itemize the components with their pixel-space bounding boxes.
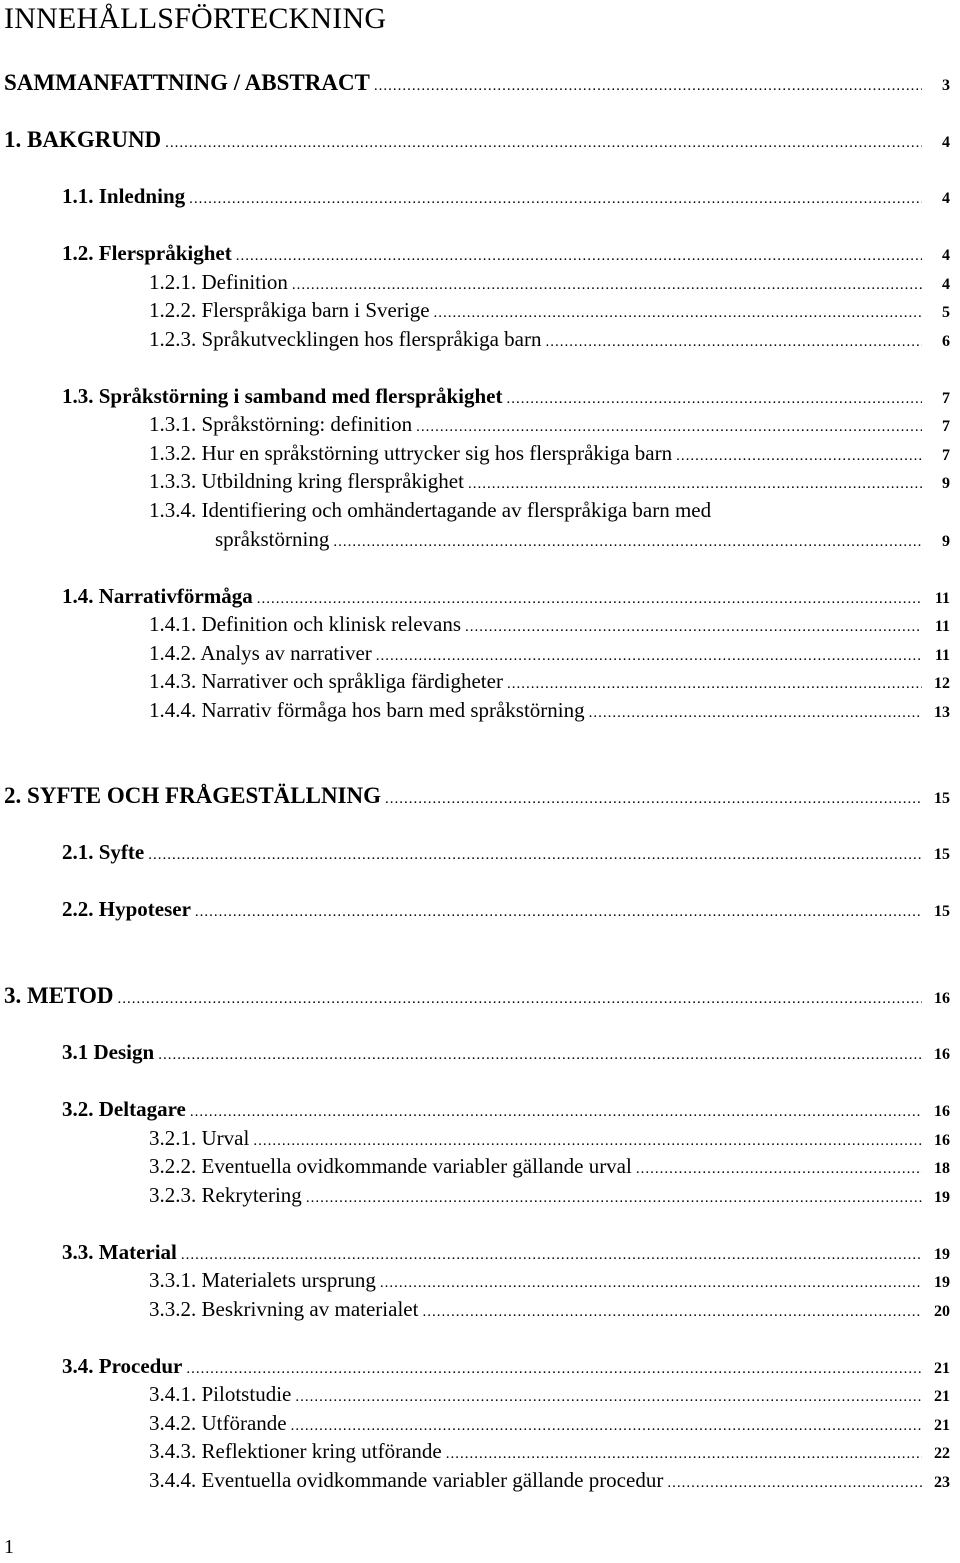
toc-entry[interactable] bbox=[149, 1439, 950, 1464]
toc-dot-leader bbox=[507, 676, 922, 693]
toc-dot-leader bbox=[545, 334, 922, 351]
toc-dot-leader bbox=[376, 648, 922, 665]
toc-page-number: 20 bbox=[934, 1303, 950, 1320]
toc-page-number: 23 bbox=[934, 1474, 950, 1491]
toc-page-number: 5 bbox=[942, 304, 950, 321]
toc-dot-leader bbox=[506, 391, 922, 408]
toc-dot-leader bbox=[333, 534, 922, 551]
toc-entry-continuation[interactable] bbox=[215, 527, 950, 552]
toc-dot-leader bbox=[295, 1389, 922, 1406]
toc-page-number: 15 bbox=[934, 903, 950, 920]
toc-entry[interactable] bbox=[149, 1268, 950, 1293]
toc-entry-title: 1.2.1. Definition bbox=[149, 270, 288, 294]
toc-page-number: 7 bbox=[942, 447, 950, 464]
toc-entry-title: 3.3. Material bbox=[62, 1240, 177, 1264]
toc-dot-leader bbox=[465, 619, 922, 636]
toc-entry[interactable] bbox=[149, 698, 950, 723]
toc-entry-title: 3.3.2. Beskrivning av materialet bbox=[149, 1297, 419, 1321]
toc-page-number: 19 bbox=[934, 1189, 950, 1206]
page-title: INNEHÅLLSFÖRTECKNING bbox=[4, 2, 387, 35]
toc-entry-title: 3.4. Procedur bbox=[62, 1354, 183, 1378]
toc-entry[interactable] bbox=[62, 840, 950, 865]
toc-entry-title: 2.2. Hypoteser bbox=[62, 897, 191, 921]
toc-dot-leader bbox=[190, 1104, 922, 1121]
toc-entry-title: 1.2.3. Språkutvecklingen hos flerspråkiga barn bbox=[149, 327, 542, 351]
toc-entry[interactable] bbox=[62, 241, 950, 266]
toc-dot-leader bbox=[186, 1361, 922, 1378]
toc-page-number: 13 bbox=[934, 704, 950, 721]
toc-page-number: 11 bbox=[934, 647, 950, 664]
toc-entry[interactable] bbox=[4, 983, 950, 1009]
toc-entry[interactable] bbox=[149, 412, 950, 437]
toc-entry[interactable] bbox=[149, 1183, 950, 1208]
toc-page-number: 7 bbox=[942, 390, 950, 407]
toc-entry[interactable] bbox=[149, 669, 950, 694]
toc-dot-leader bbox=[257, 591, 922, 608]
toc-page-number: 22 bbox=[934, 1445, 950, 1462]
toc-dot-leader bbox=[291, 1418, 922, 1435]
toc-entry[interactable] bbox=[149, 1154, 950, 1179]
toc-entry-title: 1.4. Narrativförmåga bbox=[62, 584, 253, 608]
toc-entry-title: 3.2.1. Urval bbox=[149, 1126, 250, 1150]
toc-dot-leader bbox=[189, 191, 922, 208]
toc-dot-leader bbox=[446, 1446, 922, 1463]
toc-page-number: 4 bbox=[942, 247, 950, 264]
toc-dot-leader bbox=[148, 847, 922, 864]
toc-entry-title: 1. BAKGRUND bbox=[4, 127, 162, 152]
toc-dot-leader bbox=[380, 1275, 922, 1292]
toc-dot-leader bbox=[589, 705, 922, 722]
toc-dot-leader bbox=[165, 135, 922, 152]
toc-entry-title: 1.4.3. Narrativer och språkliga färdigheter bbox=[149, 669, 503, 693]
toc-entry[interactable] bbox=[62, 1040, 950, 1065]
toc-entry-title: 3.2.2. Eventuella ovidkommande variabler gällande urval bbox=[149, 1154, 632, 1178]
toc-page-number: 21 bbox=[934, 1360, 950, 1377]
toc-entry-title: 3.4.3. Reflektioner kring utförande bbox=[149, 1439, 442, 1463]
toc-entry[interactable] bbox=[149, 612, 950, 637]
toc-entry[interactable] bbox=[62, 1354, 950, 1379]
toc-page-number: 18 bbox=[934, 1160, 950, 1177]
toc-page-number: 6 bbox=[942, 333, 950, 350]
toc-entry-title: 1.4.4. Narrativ förmåga hos barn med språkstörning bbox=[149, 698, 585, 722]
toc-entry-title: 3.3.1. Materialets ursprung bbox=[149, 1268, 376, 1292]
toc-dot-leader bbox=[422, 1304, 922, 1321]
toc-dot-leader bbox=[117, 991, 922, 1008]
toc-entry-title: 3.1 Design bbox=[62, 1040, 155, 1064]
toc-page-number: 3 bbox=[942, 77, 950, 94]
toc-page-number: 4 bbox=[942, 190, 950, 207]
toc-entry-title: 1.4.2. Analys av narrativer bbox=[149, 641, 372, 665]
toc-entry[interactable] bbox=[62, 584, 950, 609]
page-number: 1 bbox=[4, 1536, 14, 1558]
toc-dot-leader bbox=[181, 1247, 922, 1264]
toc-entry[interactable] bbox=[149, 498, 950, 523]
toc-entry[interactable] bbox=[4, 127, 950, 153]
toc-page-number: 11 bbox=[934, 590, 950, 607]
toc-entry[interactable] bbox=[62, 897, 950, 922]
toc-entry-title: 3.4.1. Pilotstudie bbox=[149, 1382, 292, 1406]
toc-dot-leader bbox=[306, 1190, 922, 1207]
toc-dot-leader bbox=[253, 1133, 922, 1150]
toc-page-number: 19 bbox=[934, 1246, 950, 1263]
toc-dot-leader bbox=[676, 448, 922, 465]
toc-entry[interactable] bbox=[149, 1468, 950, 1493]
toc-entry-title: 1.3.3. Utbildning kring flerspråkighet bbox=[149, 469, 464, 493]
toc-entry-title: 3.2.3. Rekrytering bbox=[149, 1183, 302, 1207]
toc-entry-title: 3.4.2. Utförande bbox=[149, 1411, 287, 1435]
toc-entry-title: 1.3.1. Språkstörning: definition bbox=[149, 412, 413, 436]
toc-entry[interactable] bbox=[149, 270, 950, 295]
toc-page-number: 9 bbox=[942, 533, 950, 550]
toc-page-number: 15 bbox=[934, 790, 950, 807]
toc-dot-leader bbox=[374, 78, 922, 95]
toc-entry-title: 2.1. Syfte bbox=[62, 840, 145, 864]
toc-dot-leader bbox=[468, 476, 922, 493]
toc-page-number: 9 bbox=[942, 475, 950, 492]
toc-entry-title: 1.3. Språkstörning i samband med flerspråkighet bbox=[62, 384, 503, 408]
toc-entry-title: 3.4.4. Eventuella ovidkommande variabler gällande procedur bbox=[149, 1468, 664, 1492]
toc-page-number: 16 bbox=[934, 990, 950, 1007]
toc-dot-leader bbox=[416, 419, 922, 436]
toc-entry-title: 1.3.2. Hur en språkstörning uttrycker sig hos flerspråkiga barn bbox=[149, 441, 673, 465]
toc-page-number: 16 bbox=[934, 1103, 950, 1120]
toc-entry-title-continued: språkstörning bbox=[215, 527, 330, 551]
toc-entry[interactable] bbox=[149, 298, 950, 323]
toc-page-number: 11 bbox=[934, 618, 950, 635]
toc-entry-title: 1.1. Inledning bbox=[62, 184, 186, 208]
toc-page-number: 16 bbox=[934, 1046, 950, 1063]
toc-entry[interactable] bbox=[149, 1126, 950, 1151]
toc-entry-title: 1.2.2. Flerspråkiga barn i Sverige bbox=[149, 298, 430, 322]
toc-dot-leader bbox=[195, 904, 922, 921]
toc-dot-leader bbox=[385, 791, 922, 808]
toc-page-number: 4 bbox=[942, 134, 950, 151]
toc-dot-leader bbox=[158, 1047, 922, 1064]
toc-entry[interactable] bbox=[149, 327, 950, 352]
toc-entry-title: SAMMANFATTNING / ABSTRACT bbox=[4, 70, 370, 95]
toc-entry-title: 3.2. Deltagare bbox=[62, 1097, 186, 1121]
toc-entry-title: 1.4.1. Definition och klinisk relevans bbox=[149, 612, 462, 636]
toc-entry[interactable] bbox=[62, 384, 950, 409]
toc-dot-leader bbox=[292, 277, 922, 294]
toc-entry[interactable] bbox=[149, 1297, 950, 1322]
toc-page-number: 12 bbox=[934, 675, 950, 692]
toc-entry-title: 2. SYFTE OCH FRÅGESTÄLLNING bbox=[4, 783, 382, 808]
toc-dot-leader bbox=[434, 305, 922, 322]
toc-page-number: 21 bbox=[934, 1417, 950, 1434]
toc-entry[interactable] bbox=[149, 1382, 950, 1407]
toc-entry[interactable] bbox=[4, 70, 950, 96]
toc-entry[interactable] bbox=[149, 1411, 950, 1436]
toc-page-number: 4 bbox=[942, 276, 950, 293]
toc-entry[interactable] bbox=[149, 641, 950, 666]
toc-page-number: 15 bbox=[934, 846, 950, 863]
toc-page-number: 19 bbox=[934, 1274, 950, 1291]
toc-entry[interactable] bbox=[62, 1240, 950, 1265]
toc-entry[interactable] bbox=[149, 469, 950, 494]
toc-dot-leader bbox=[636, 1161, 922, 1178]
toc-entry-title: 3. METOD bbox=[4, 983, 114, 1008]
toc-page-number: 21 bbox=[934, 1388, 950, 1405]
toc-dot-leader bbox=[236, 248, 922, 265]
toc-entry-title: 1.3.4. Identifiering och omhändertagande av flerspråkiga barn med bbox=[149, 498, 712, 522]
toc-entry[interactable] bbox=[62, 184, 950, 209]
toc-dot-leader bbox=[667, 1475, 922, 1492]
toc-entry[interactable] bbox=[149, 441, 950, 466]
toc-entry[interactable] bbox=[62, 1097, 950, 1122]
toc-entry-title: 1.2. Flerspråkighet bbox=[62, 241, 232, 265]
toc-entry[interactable] bbox=[4, 783, 950, 809]
toc-page-number: 16 bbox=[934, 1132, 950, 1149]
toc-page-number: 7 bbox=[942, 418, 950, 435]
